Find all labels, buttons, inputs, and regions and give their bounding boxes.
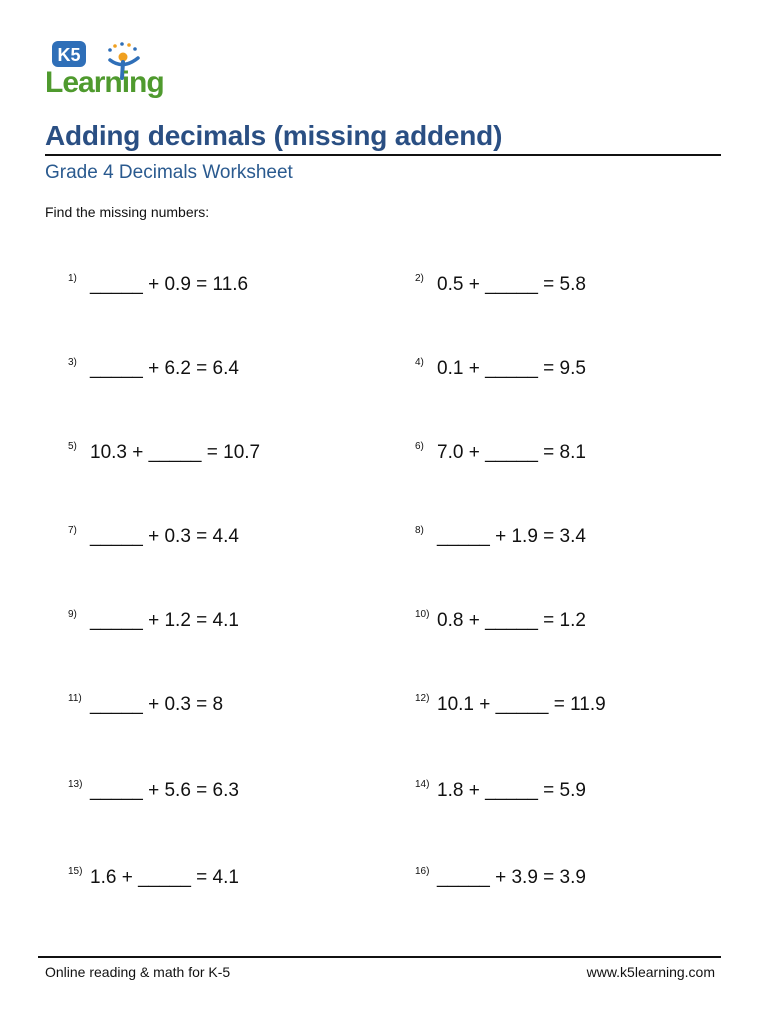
footer-website-link[interactable]: www.k5learning.com <box>586 964 715 980</box>
problem-number: 15) <box>68 866 83 877</box>
problem-number: 1) <box>68 273 77 284</box>
problem-number: 3) <box>68 357 77 368</box>
problem-number: 14) <box>415 779 430 790</box>
problem-equation: 0.5 + _____ = 5.8 <box>437 274 586 295</box>
title-divider <box>45 154 721 156</box>
problem-number: 7) <box>68 525 77 536</box>
worksheet-title: Adding decimals (missing addend) <box>45 120 503 151</box>
footer-divider <box>38 956 721 958</box>
problem-equation: _____ + 1.2 = 4.1 <box>90 610 239 631</box>
problem-equation: _____ + 0.3 = 4.4 <box>90 526 239 547</box>
problem-number: 12) <box>415 693 430 704</box>
problem-number: 16) <box>415 866 430 877</box>
problem-equation: _____ + 1.9 = 3.4 <box>437 526 586 547</box>
problem-number: 8) <box>415 525 424 536</box>
footer-tagline: Online reading & math for K-5 <box>45 964 231 980</box>
problem-equation: _____ + 0.3 = 8 <box>90 694 224 715</box>
problem-equation: _____ + 5.6 = 6.3 <box>90 780 239 801</box>
instructions: Find the missing numbers: <box>45 204 210 220</box>
problem-equation: 1.6 + _____ = 4.1 <box>90 867 239 888</box>
problem-number: 9) <box>68 609 77 620</box>
worksheet-subtitle: Grade 4 Decimals Worksheet <box>45 162 293 183</box>
problem-equation: _____ + 6.2 = 6.4 <box>90 358 239 379</box>
problem-number: 11) <box>68 693 82 704</box>
logo-badge-text: K5 <box>57 45 81 65</box>
problem-number: 10) <box>415 609 430 620</box>
problem-equation: 10.3 + _____ = 10.7 <box>90 442 261 463</box>
problem-equation: 0.8 + _____ = 1.2 <box>437 610 586 631</box>
problem-equation: _____ + 0.9 = 11.6 <box>90 274 249 295</box>
problem-equation: 1.8 + _____ = 5.9 <box>437 780 586 801</box>
problem-equation: 10.1 + _____ = 11.9 <box>437 694 606 715</box>
problem-number: 4) <box>415 357 424 368</box>
logo-wordmark: Learning <box>45 66 164 99</box>
problem-number: 13) <box>68 779 83 790</box>
problem-number: 2) <box>415 273 424 284</box>
problem-number: 6) <box>415 441 424 452</box>
problem-equation: 7.0 + _____ = 8.1 <box>437 442 586 463</box>
problem-equation: _____ + 3.9 = 3.9 <box>437 867 586 888</box>
problem-equation: 0.1 + _____ = 9.5 <box>437 358 586 379</box>
k5-learning-logo <box>44 40 178 100</box>
problem-number: 5) <box>68 441 77 452</box>
